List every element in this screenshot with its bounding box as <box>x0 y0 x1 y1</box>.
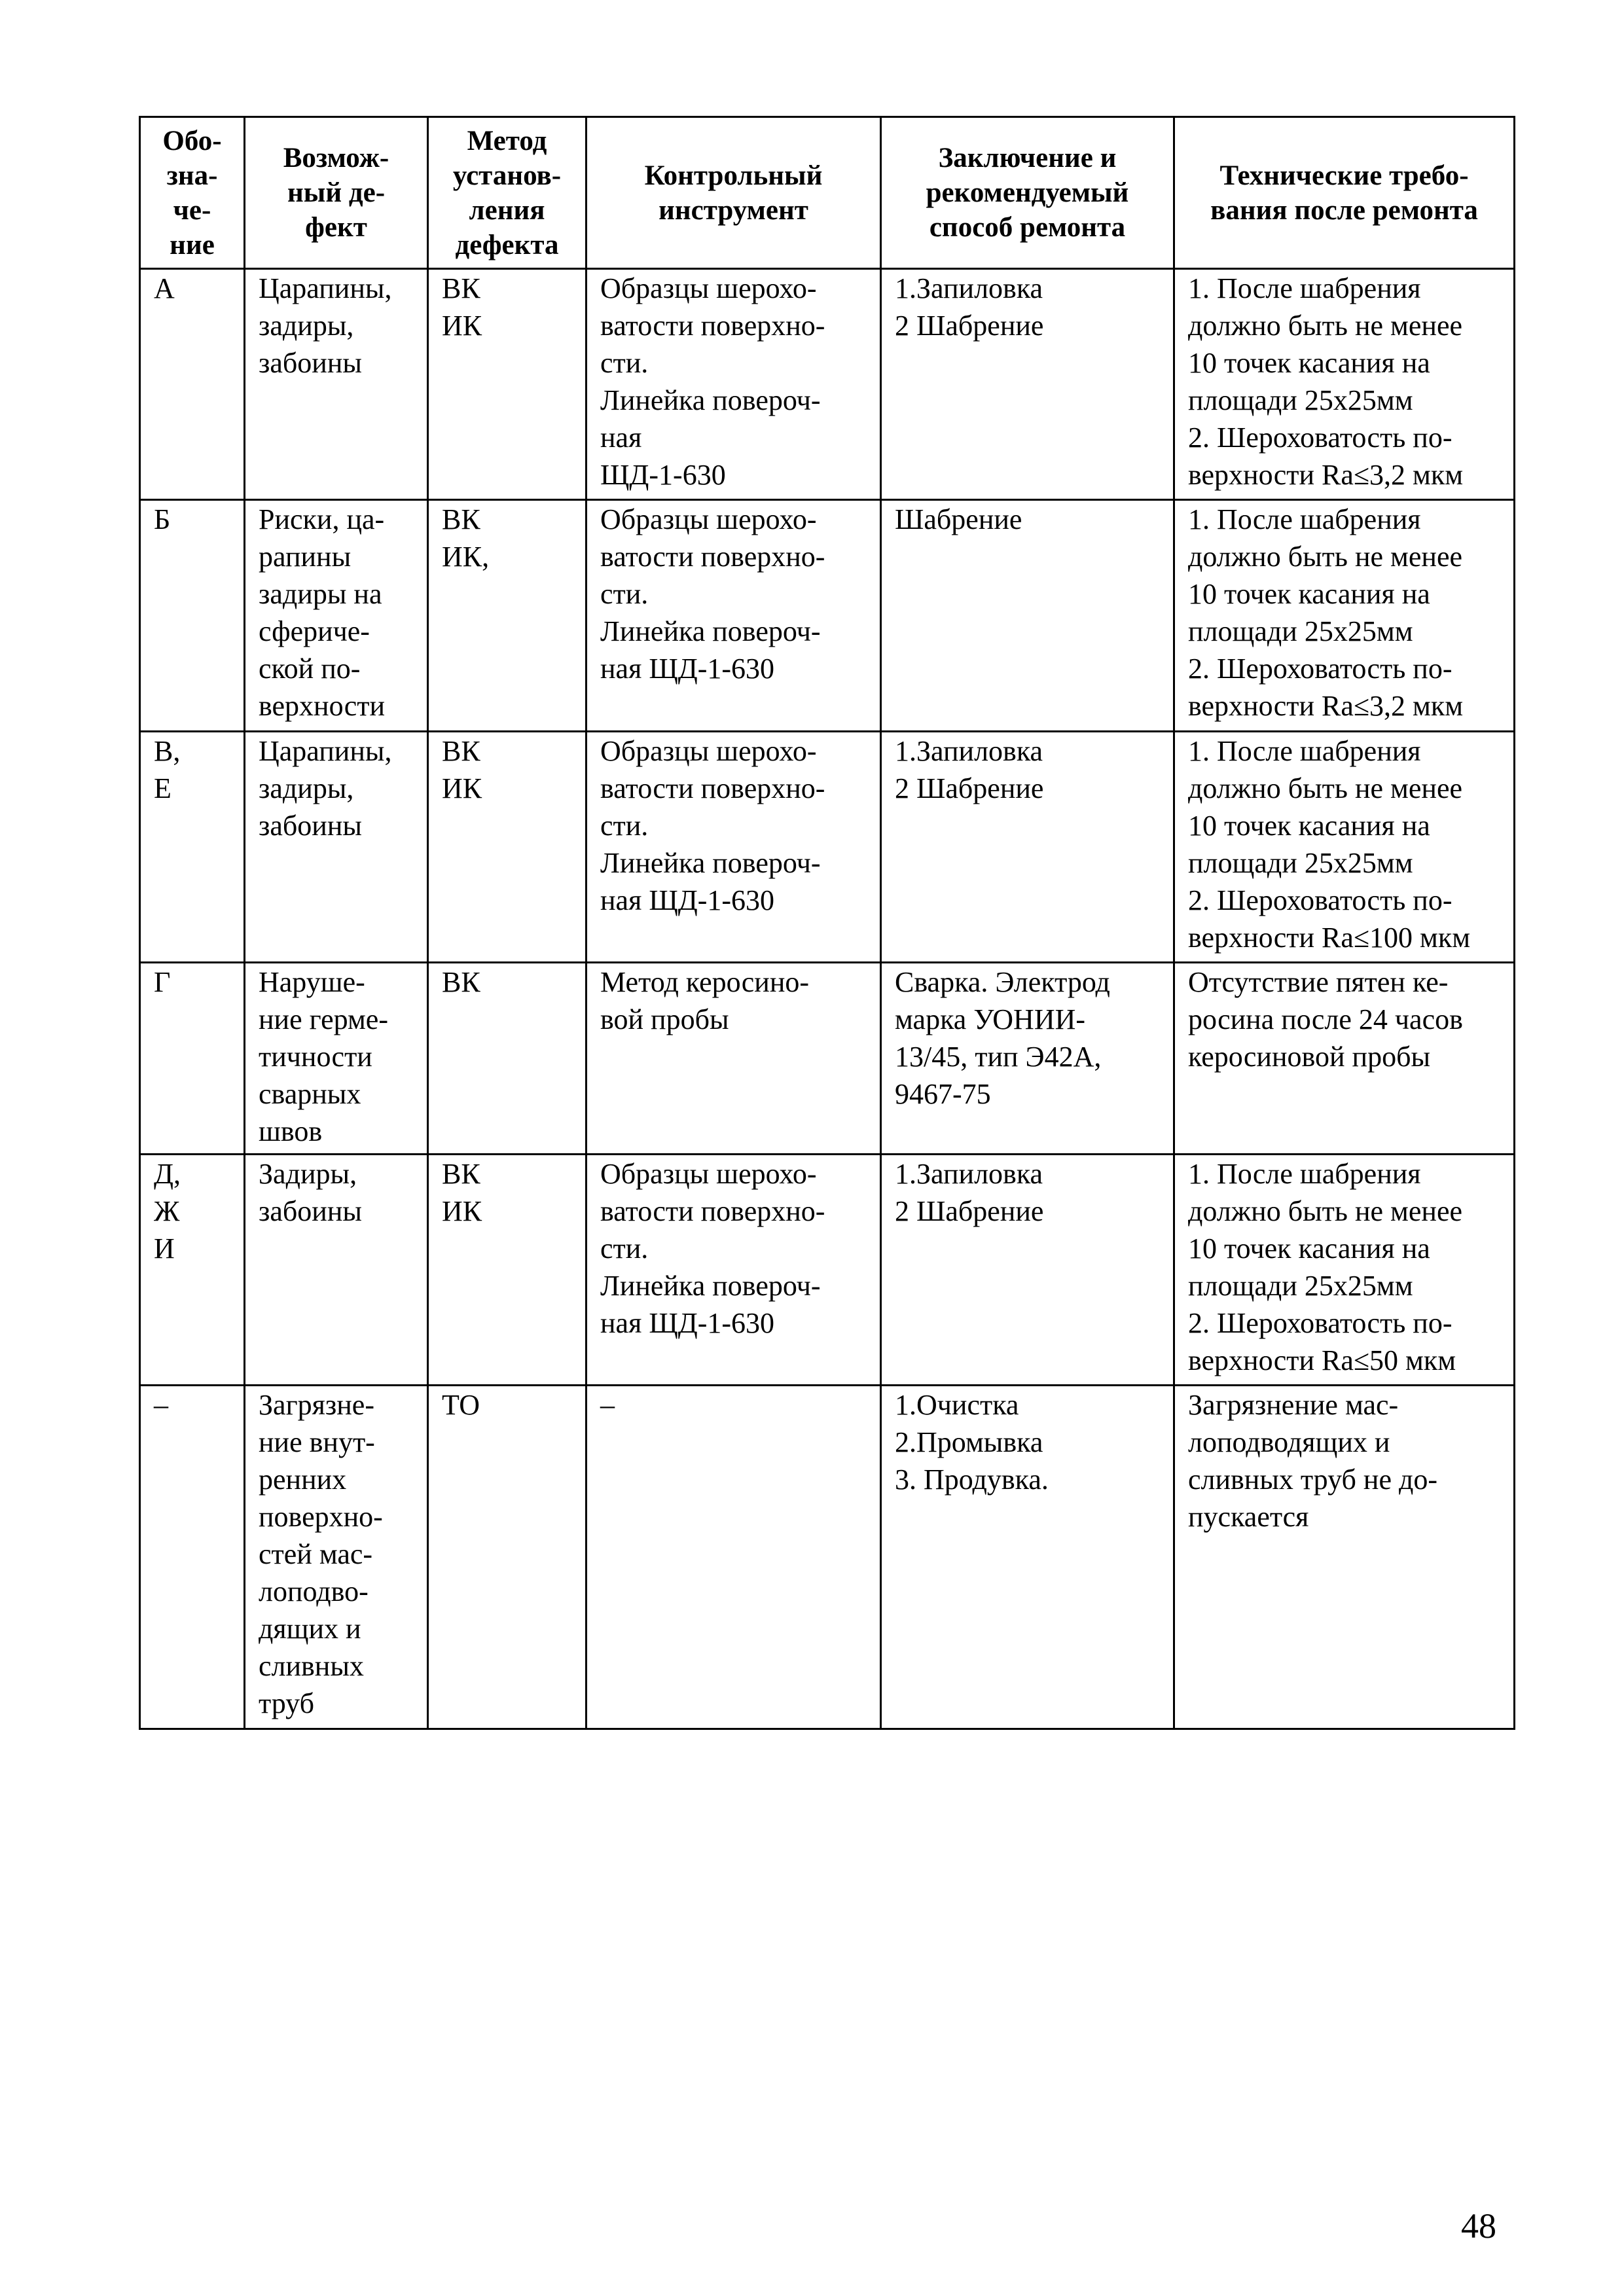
cell-line: 2. Шероховатость по- <box>1188 1307 1453 1339</box>
cell-method <box>428 1386 586 1729</box>
cell-line: сти. <box>600 1232 649 1265</box>
cell-line: забоины <box>259 810 362 842</box>
cell-line: фект <box>305 212 367 243</box>
header-defect <box>245 117 428 269</box>
cell-line: Отсутствие пятен ке- <box>1188 966 1449 998</box>
cell-line: ние герме- <box>259 1003 388 1035</box>
cell-line: 1.Запиловка <box>895 1158 1043 1190</box>
cell-line: стей мас- <box>259 1538 373 1570</box>
cell-line: ватости поверхно- <box>600 1195 825 1227</box>
cell-line: Линейка повероч- <box>600 1270 821 1302</box>
cell-line: – <box>154 1389 168 1421</box>
cell-line: Образцы шерохо- <box>600 735 817 767</box>
cell-line: верхности Ra≤100 мкм <box>1188 922 1471 954</box>
cell-line: Шабрение <box>895 503 1022 535</box>
cell-line: керосиновой пробы <box>1188 1041 1431 1073</box>
cell-line: 10 точек касания на <box>1188 347 1430 379</box>
cell-line: 3. Продувка. <box>895 1463 1049 1496</box>
header-instrument <box>586 117 881 269</box>
cell-line: ватости поверхно- <box>600 772 825 804</box>
cell-line: забоины <box>259 347 362 379</box>
cell-repair <box>881 732 1174 963</box>
cell-line: Задиры, <box>259 1158 357 1190</box>
table-row <box>140 732 1515 963</box>
cell-line: должно быть не менее <box>1188 772 1463 804</box>
cell-line: вания после ремонта <box>1210 194 1478 226</box>
cell-designation <box>140 963 245 1155</box>
cell-line: задиры, <box>259 310 354 342</box>
cell-requirements <box>1174 732 1515 963</box>
cell-defect <box>245 269 428 500</box>
cell-line: 10 точек касания на <box>1188 1232 1430 1265</box>
cell-line: сфериче- <box>259 615 370 647</box>
cell-line: Образцы шерохо- <box>600 1158 817 1190</box>
cell-requirements <box>1174 500 1515 732</box>
cell-line: способ ремонта <box>929 212 1126 243</box>
cell-line: ВК <box>442 966 480 998</box>
header-repair <box>881 117 1174 269</box>
cell-line: верхности Ra≤3,2 мкм <box>1188 690 1464 722</box>
cell-repair <box>881 500 1174 732</box>
cell-line: сливных <box>259 1650 364 1682</box>
cell-line: должно быть не менее <box>1188 310 1463 342</box>
cell-line: задиры, <box>259 772 354 804</box>
cell-line: сти. <box>600 578 649 610</box>
cell-repair <box>881 1155 1174 1386</box>
cell-line: площади 25х25мм <box>1188 384 1413 416</box>
cell-requirements <box>1174 1155 1515 1386</box>
cell-line: 2. Шероховатость по- <box>1188 422 1453 454</box>
cell-line: задиры на <box>259 578 382 610</box>
cell-line: ВК <box>442 735 480 767</box>
cell-line: 1. После шабрения <box>1188 503 1421 535</box>
cell-line: ренних <box>259 1463 347 1496</box>
cell-line: сти. <box>600 810 649 842</box>
cell-line: Царапины, <box>259 735 392 767</box>
cell-repair <box>881 269 1174 500</box>
cell-line: пускается <box>1188 1501 1309 1533</box>
cell-line: Линейка повероч- <box>600 847 821 879</box>
cell-line: труб <box>259 1687 314 1719</box>
cell-line: 1. После шабрения <box>1188 735 1421 767</box>
cell-defect <box>245 963 428 1155</box>
table-body <box>140 269 1515 1729</box>
cell-line: ления <box>469 194 545 226</box>
cell-line: Технические требо- <box>1219 160 1469 191</box>
cell-line: ИК, <box>442 541 490 573</box>
cell-line: ватости поверхно- <box>600 541 825 573</box>
cell-line: лоподводящих и <box>1188 1426 1390 1458</box>
cell-requirements <box>1174 1386 1515 1729</box>
cell-line: 10 точек касания на <box>1188 578 1430 610</box>
cell-line: ЩД-1-630 <box>600 459 726 491</box>
cell-line: 2 Шабрение <box>895 310 1044 342</box>
cell-line: ная ЩД-1-630 <box>600 884 775 916</box>
cell-instrument <box>586 1155 881 1386</box>
cell-line: ИК <box>442 310 482 342</box>
cell-line: Метод <box>467 125 547 156</box>
cell-line: Загрязнение мас- <box>1188 1389 1399 1421</box>
cell-designation <box>140 500 245 732</box>
cell-line: ная <box>600 422 642 454</box>
cell-line: дящих и <box>259 1613 361 1645</box>
cell-line: ской по- <box>259 653 361 685</box>
cell-line: Г <box>154 966 171 998</box>
cell-line: швов <box>259 1115 323 1147</box>
cell-line: ИК <box>442 772 482 804</box>
cell-line: ВК <box>442 272 480 304</box>
cell-requirements <box>1174 269 1515 500</box>
table-row <box>140 500 1515 732</box>
cell-line: 1.Запиловка <box>895 272 1043 304</box>
cell-line: Б <box>154 503 171 535</box>
cell-defect <box>245 1386 428 1729</box>
cell-line: Возмож- <box>283 143 389 173</box>
cell-line: рекомендуемый <box>926 177 1129 208</box>
table-row <box>140 1386 1515 1729</box>
cell-line: площади 25х25мм <box>1188 847 1413 879</box>
cell-method <box>428 269 586 500</box>
cell-method <box>428 500 586 732</box>
cell-line: Линейка повероч- <box>600 384 821 416</box>
cell-line: дефекта <box>455 229 559 260</box>
cell-line: 9467-75 <box>895 1078 991 1110</box>
cell-line: 2 Шабрение <box>895 1195 1044 1227</box>
cell-defect <box>245 1155 428 1386</box>
cell-line: 13/45, тип Э42А, <box>895 1041 1102 1073</box>
cell-designation <box>140 1155 245 1386</box>
cell-designation <box>140 269 245 500</box>
cell-line: 2 Шабрение <box>895 772 1044 804</box>
cell-designation <box>140 1386 245 1729</box>
cell-line: вой пробы <box>600 1003 729 1035</box>
cell-method <box>428 963 586 1155</box>
cell-line: Сварка. Электрод <box>895 966 1110 998</box>
cell-line: 2. Шероховатость по- <box>1188 653 1453 685</box>
cell-line: Риски, ца- <box>259 503 385 535</box>
cell-designation <box>140 732 245 963</box>
cell-line: ТО <box>442 1389 480 1421</box>
cell-repair <box>881 1386 1174 1729</box>
cell-method <box>428 1155 586 1386</box>
cell-line: росина после 24 часов <box>1188 1003 1463 1035</box>
cell-line: Линейка повероч- <box>600 615 821 647</box>
header-designation <box>140 117 245 269</box>
cell-line: инструмент <box>659 194 808 226</box>
cell-line: 1. После шабрения <box>1188 272 1421 304</box>
cell-line: ВК <box>442 1158 480 1190</box>
cell-line: лоподво- <box>259 1575 369 1607</box>
table-row <box>140 963 1515 1155</box>
cell-method <box>428 732 586 963</box>
cell-line: сварных <box>259 1078 361 1110</box>
cell-defect <box>245 500 428 732</box>
cell-line: Е <box>154 772 171 804</box>
table-row <box>140 1155 1515 1386</box>
cell-line: ИК <box>442 1195 482 1227</box>
cell-line: должно быть не менее <box>1188 1195 1463 1227</box>
cell-instrument <box>586 1386 881 1729</box>
cell-line: Контрольный <box>644 160 823 191</box>
cell-instrument <box>586 269 881 500</box>
cell-line: Образцы шерохо- <box>600 503 817 535</box>
cell-requirements <box>1174 963 1515 1155</box>
cell-line: площади 25х25мм <box>1188 1270 1413 1302</box>
cell-line: Загрязне- <box>259 1389 374 1421</box>
cell-line: рапины <box>259 541 352 573</box>
cell-line: ние внут- <box>259 1426 375 1458</box>
defects-table <box>139 116 1515 1730</box>
cell-line: марка УОНИИ- <box>895 1003 1086 1035</box>
cell-repair <box>881 963 1174 1155</box>
cell-line: зна- <box>166 160 218 191</box>
table-row <box>140 269 1515 500</box>
cell-line: должно быть не менее <box>1188 541 1463 573</box>
cell-line: сливных труб не до- <box>1188 1463 1438 1496</box>
cell-line: установ- <box>452 160 562 191</box>
cell-line: верхности <box>259 690 385 722</box>
cell-line: тичности <box>259 1041 372 1073</box>
cell-line: верхности Ra≤50 мкм <box>1188 1344 1456 1376</box>
cell-line: – <box>600 1389 615 1421</box>
cell-instrument <box>586 963 881 1155</box>
cell-line: забоины <box>259 1195 362 1227</box>
cell-line: ВК <box>442 503 480 535</box>
cell-line: ная ЩД-1-630 <box>600 1307 775 1339</box>
cell-line: площади 25х25мм <box>1188 615 1413 647</box>
cell-line: поверхно- <box>259 1501 383 1533</box>
cell-instrument <box>586 500 881 732</box>
cell-line: 2.Промывка <box>895 1426 1043 1458</box>
cell-line: ный де- <box>287 177 386 208</box>
cell-line: Заключение и <box>938 143 1117 173</box>
cell-line: 1.Запиловка <box>895 735 1043 767</box>
cell-line: че- <box>173 194 211 226</box>
page-number: 48 <box>1461 2206 1496 2246</box>
cell-line: И <box>154 1232 175 1265</box>
cell-line: 1. После шабрения <box>1188 1158 1421 1190</box>
cell-defect <box>245 732 428 963</box>
cell-line: ватости поверхно- <box>600 310 825 342</box>
cell-line: ная ЩД-1-630 <box>600 653 775 685</box>
cell-line: верхности Ra≤3,2 мкм <box>1188 459 1464 491</box>
cell-line: Обо- <box>162 125 222 156</box>
header-method <box>428 117 586 269</box>
cell-line: 10 точек касания на <box>1188 810 1430 842</box>
cell-line: Образцы шерохо- <box>600 272 817 304</box>
cell-line: Ж <box>154 1195 180 1227</box>
cell-line: Наруше- <box>259 966 365 998</box>
cell-line: В, <box>154 735 181 767</box>
table-header-row <box>140 117 1515 269</box>
cell-line: Царапины, <box>259 272 392 304</box>
cell-line: 1.Очистка <box>895 1389 1019 1421</box>
cell-line: Д, <box>154 1158 181 1190</box>
cell-line: Метод керосино- <box>600 966 810 998</box>
cell-line: А <box>154 272 175 304</box>
cell-line: ние <box>170 229 215 260</box>
cell-line: сти. <box>600 347 649 379</box>
cell-line: 2. Шероховатость по- <box>1188 884 1453 916</box>
header-requirements <box>1174 117 1515 269</box>
cell-instrument <box>586 732 881 963</box>
